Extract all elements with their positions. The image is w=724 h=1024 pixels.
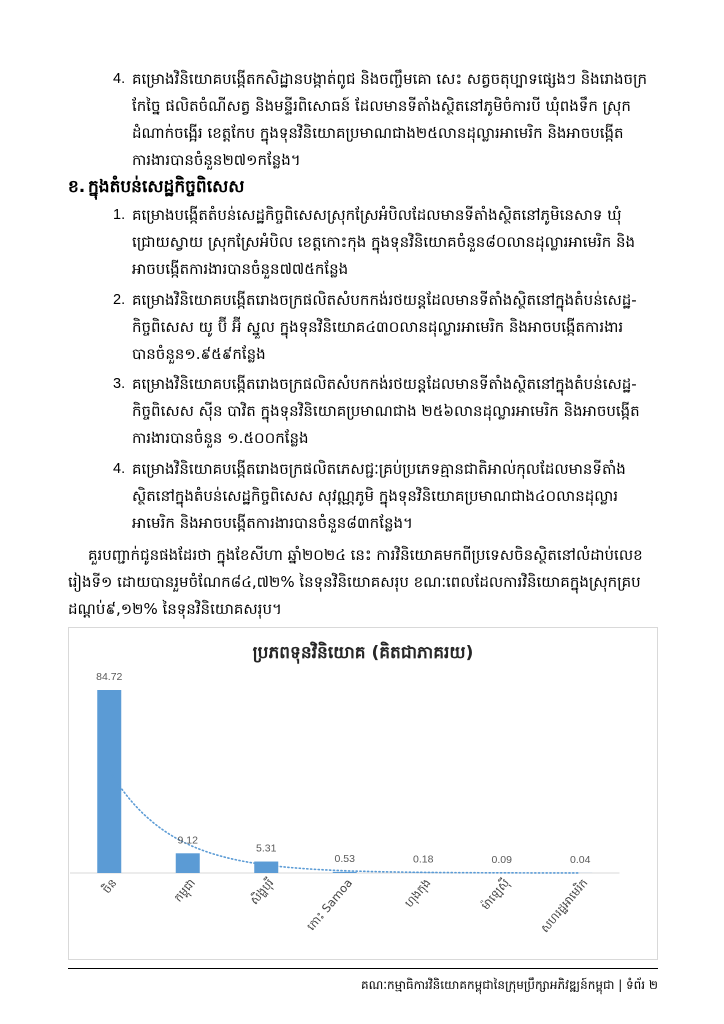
text-line: គម្រោងវិនិយោគបង្កើតកសិដ្ឋានបង្កាត់ពូជ និងចញ្ចឹមគោ សេះ សត្វចតុប្បាទផ្សេងៗ និងរោងចក្រ <box>132 70 647 88</box>
value-label: 9.12 <box>177 834 198 847</box>
text-line: ការងារបានចំនួន២៧១កន្លែង។ <box>132 151 301 169</box>
text-line: ដណ្តប់៩,១២% នៃទុនវិនិយោគសរុប។ <box>68 600 282 618</box>
list-item <box>113 202 660 283</box>
list-item <box>113 456 660 537</box>
category-label: កម្ពុជា <box>170 875 199 905</box>
text-line: គម្រោងវិនិយោគបង្កើតរោងចក្រផលិតភេសជ្ជៈគ្រប់ប្រភេទគ្មានជាតិអាល់កុលដែលមានទីតាំង <box>132 460 626 478</box>
section-label: ខ. <box>68 177 86 197</box>
list-number: 4. <box>113 461 126 477</box>
category-label: កោះ Samoa <box>303 875 356 934</box>
list-item <box>113 287 660 368</box>
bar <box>176 853 200 873</box>
text-line: ការងារបានចំនួន ១.៥០០កន្លែង <box>132 429 309 447</box>
bar <box>97 690 121 873</box>
text-line: កិច្ចពិសេស ស៊ីន បាវិត ក្នុងទុនវិនិយោគប្រមាណជាង ២៥៦លានដុល្លារអាមេរិក និងអាចបង្កើត <box>132 402 640 420</box>
text-line: គម្រោងបង្កើតតំបន់សេដ្ឋកិច្ចពិសេសស្រុកស្រែអំបិលដែលមានទីតាំងស្ថិតនៅភូមិនេសាទ ឃុំ <box>132 206 622 224</box>
text-line: ដំណាក់ចង្អើរ ខេត្តកែប ក្នុងទុនវិនិយោគប្រមាណជាង២៥លានដុល្លារអាមេរិក និងអាចបង្កើត <box>132 124 624 142</box>
text-line: គម្រោងវិនិយោគបង្កើតរោងចក្រផលិតសំបកកង់រថយន្តដែលមានទីតាំងស្ថិតនៅក្នុងតំបន់សេដ្ឋ- <box>132 375 637 393</box>
category-label: ចិន <box>99 875 120 897</box>
list-item-text <box>132 287 660 368</box>
value-label: 84.72 <box>96 671 123 684</box>
text-line: កែច្នៃ ផលិតចំណីសត្វ និងមន្ទីរពិសោធន៍ ដែលមានទីតាំងស្ថិតនៅភូមិចំការបី ឃុំពងទឹក ស្រុក <box>132 97 631 115</box>
text-line: ជ្រោយស្វាយ ស្រុកស្រែអំបិល ខេត្តកោះកុង ក្នុងទុនវិនិយោគចំនួន៨០លានដុល្លារអាមេរិក និង <box>132 233 636 251</box>
value-label: 0.09 <box>491 853 512 866</box>
bar <box>333 872 357 873</box>
list-number: 4. <box>113 71 126 87</box>
investment-source-chart <box>68 627 658 960</box>
chart-title: ប្រភពទុនវិនិយោគ (គិតជាភាគរយ) <box>252 643 474 663</box>
text-line: គួរបញ្ជាក់ជូនផងដែរថា ក្នុងខែសីហា ឆ្នាំ២០២៤ នេះ ការវិនិយោគមកពីប្រទេសចិនស្ថិតនៅលំដាប់លេខ <box>88 546 643 564</box>
list-number: 1. <box>113 207 126 223</box>
footer-text: គណៈកម្មាធិការវិនិយោគកម្ពុជានៃក្រុមប្រឹក្សាអភិវឌ្ឍន៍កម្ពុជា | ទំព័រ ២ <box>361 978 658 992</box>
category-label: សហរដ្ឋអាមេរិក <box>537 875 591 936</box>
summary-paragraph <box>68 542 660 623</box>
text-line: បានចំនួន១.៩៥៩កន្លែង <box>132 345 266 363</box>
text-line: ស្ថិតនៅក្នុងតំបន់សេដ្ឋកិច្ចពិសេស សុវណ្ណភូមិ ក្នុងទុនវិនិយោគប្រមាណជាង៤០លានដុល្លារ <box>132 487 619 505</box>
list-item-text <box>132 371 660 452</box>
text-line: អាចបង្កើតការងារបានចំនួន៧៧៥កន្លែង <box>132 260 349 278</box>
category-label: ម៉ាឡេស៊ី <box>478 875 513 913</box>
list-number: 3. <box>113 376 126 392</box>
value-label: 0.04 <box>570 853 591 866</box>
list-item-text <box>132 66 660 174</box>
list-item <box>113 66 660 174</box>
value-label: 0.18 <box>413 853 434 866</box>
value-label: 5.31 <box>256 842 277 855</box>
text-line: រៀងទី១ ដោយបានរួមចំណែក៨៤,៧២% នៃទុនវិនិយោគសរុប ខណៈពេលដែលការវិនិយោគក្នុងស្រុកគ្រប <box>68 573 641 591</box>
text-line: អាមេរិក និងអាចបង្កើតការងារបានចំនួន៨៣កន្លែង។ <box>132 514 413 532</box>
chart-canvas <box>68 627 658 960</box>
text-line: គម្រោងវិនិយោគបង្កើតរោងចក្រផលិតសំបកកង់រថយន្តដែលមានទីតាំងស្ថិតនៅក្នុងតំបន់សេដ្ឋ- <box>132 291 637 309</box>
section-title: ក្នុងតំបន់សេដ្ឋកិច្ចពិសេស <box>88 177 245 197</box>
category-label: ហុងកុង <box>401 875 434 911</box>
list-item-text <box>132 202 660 283</box>
footer-divider <box>68 968 658 969</box>
section-heading <box>68 174 660 201</box>
list-item <box>113 371 660 452</box>
list-item-text <box>132 456 660 537</box>
list-number: 2. <box>113 292 126 308</box>
category-label: សិង្ហបុរី <box>247 875 277 908</box>
text-line: កិច្ចពិសេស យូ ប៊ី អ៊ី ស្នួល ក្នុងទុនវិនិយោគ៤៣០លានដុល្លារអាមេរិក និងអាចបង្កើតការងារ <box>132 318 624 336</box>
value-label: 0.53 <box>334 852 355 865</box>
